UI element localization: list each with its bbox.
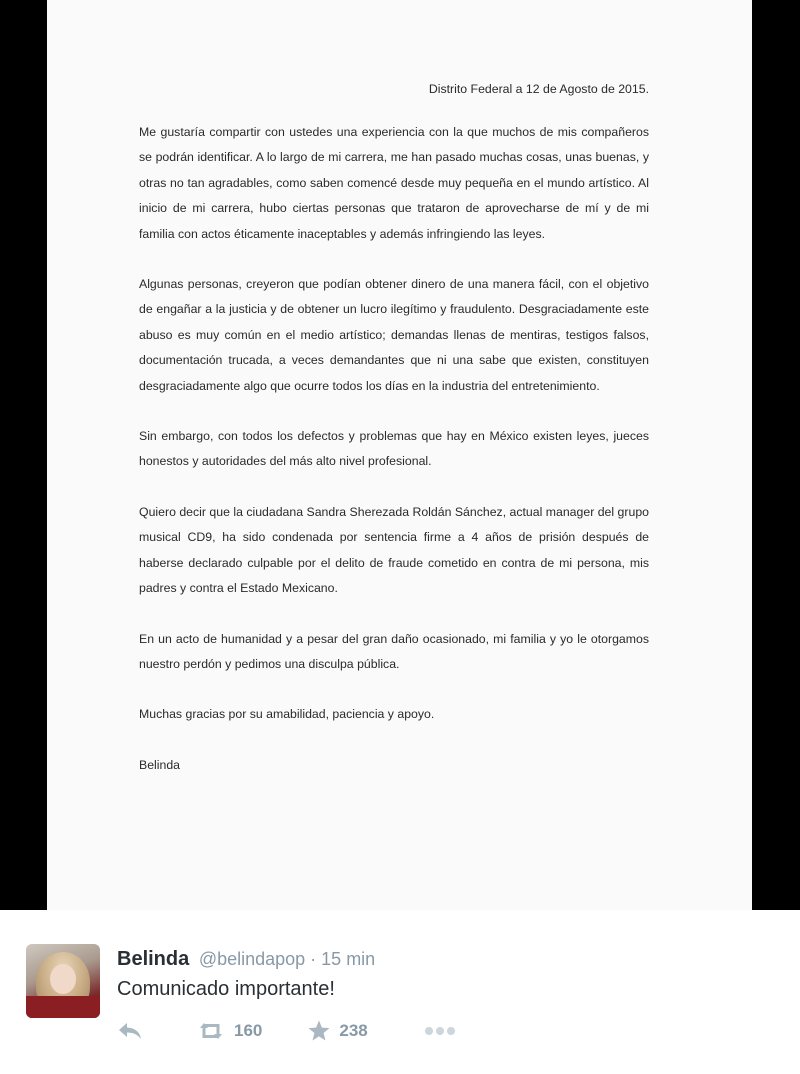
avatar[interactable] xyxy=(26,944,100,1018)
tweet-text: Comunicado importante! xyxy=(117,978,335,1000)
letter-date: Distrito Federal a 12 de Agosto de 2015. xyxy=(428,82,649,96)
letter-paragraph-6: Muchas gracias por su amabilidad, paciencia y apoyo. xyxy=(139,707,435,722)
retweet-icon xyxy=(196,1020,226,1042)
reply-icon xyxy=(117,1021,143,1041)
letter-paragraph-5: En un acto de humanidad y a pesar del gran daño ocasionado, mi familia y yo le otorgamos nuestro perdón y pedimos una disculpa pública. xyxy=(139,631,649,671)
letter-document xyxy=(47,0,752,910)
tweet xyxy=(0,910,800,1074)
favorite-button[interactable] xyxy=(307,1019,367,1043)
retweet-count: 160 xyxy=(234,1021,263,1040)
letter-paragraph-1: Me gustaría compartir con ustedes una experiencia con la que muchos de mis compañeros se podrán identificar. A lo largo de mi carrera, me han pasado muchas cosas, unas buenas, y otras no tan agradables, como saben comencé desde muy pequeña en el mundo artístico. Al inicio de mi carrera, hubo ciertas personas que trataron de aprovecharse de mí y de mi familia con actos éticamente inaceptables y además infringiendo las leyes. xyxy=(139,125,649,241)
avatar-face xyxy=(50,964,76,994)
more-options-button[interactable] xyxy=(424,1026,456,1036)
letter-paragraph-4: Quiero decir que la ciudadana Sandra Sherezada Roldán Sánchez, actual manager del grupo musical CD9, ha sido condenada por sentencia firme a 4 años de prisión después de haberse declarado culpable por el delito de fraude cometido en contra de mi persona, mis padres y contra el Estado Mexicano. xyxy=(139,504,649,596)
favorite-count: 238 xyxy=(339,1021,368,1040)
more-dots-icon xyxy=(424,1026,456,1036)
reply-button[interactable] xyxy=(117,1021,145,1041)
author-handle-time[interactable]: @belindapop · 15 min xyxy=(198,949,376,969)
author-name[interactable]: Belinda xyxy=(117,948,190,970)
letter-signature: Belinda xyxy=(139,757,181,772)
avatar-shirt xyxy=(26,996,100,1018)
star-icon xyxy=(307,1019,331,1043)
letter-paragraph-2: Algunas personas, creyeron que podían obtener dinero de una manera fácil, con el objetivo de engañar a la justicia y de obtener un lucro ilegítimo y fraudulento. Desgraciadamente este abuso es muy común en el medio artístico; demandas llenas de mentiras, testigos falsos, documentación trucada, a veces demandantes que ni una sabe que existen, constituyen desgraciadamente algo que ocurre todos los días en la industria del entretenimiento. xyxy=(139,277,649,393)
retweet-button[interactable] xyxy=(196,1020,262,1042)
tweet-header xyxy=(117,946,375,972)
tweet-actions xyxy=(117,1016,456,1046)
letter-paragraph-3: Sin embargo, con todos los defectos y problemas que hay en México existen leyes, jueces honestos y autoridades del más alto nivel profesional. xyxy=(139,429,649,469)
